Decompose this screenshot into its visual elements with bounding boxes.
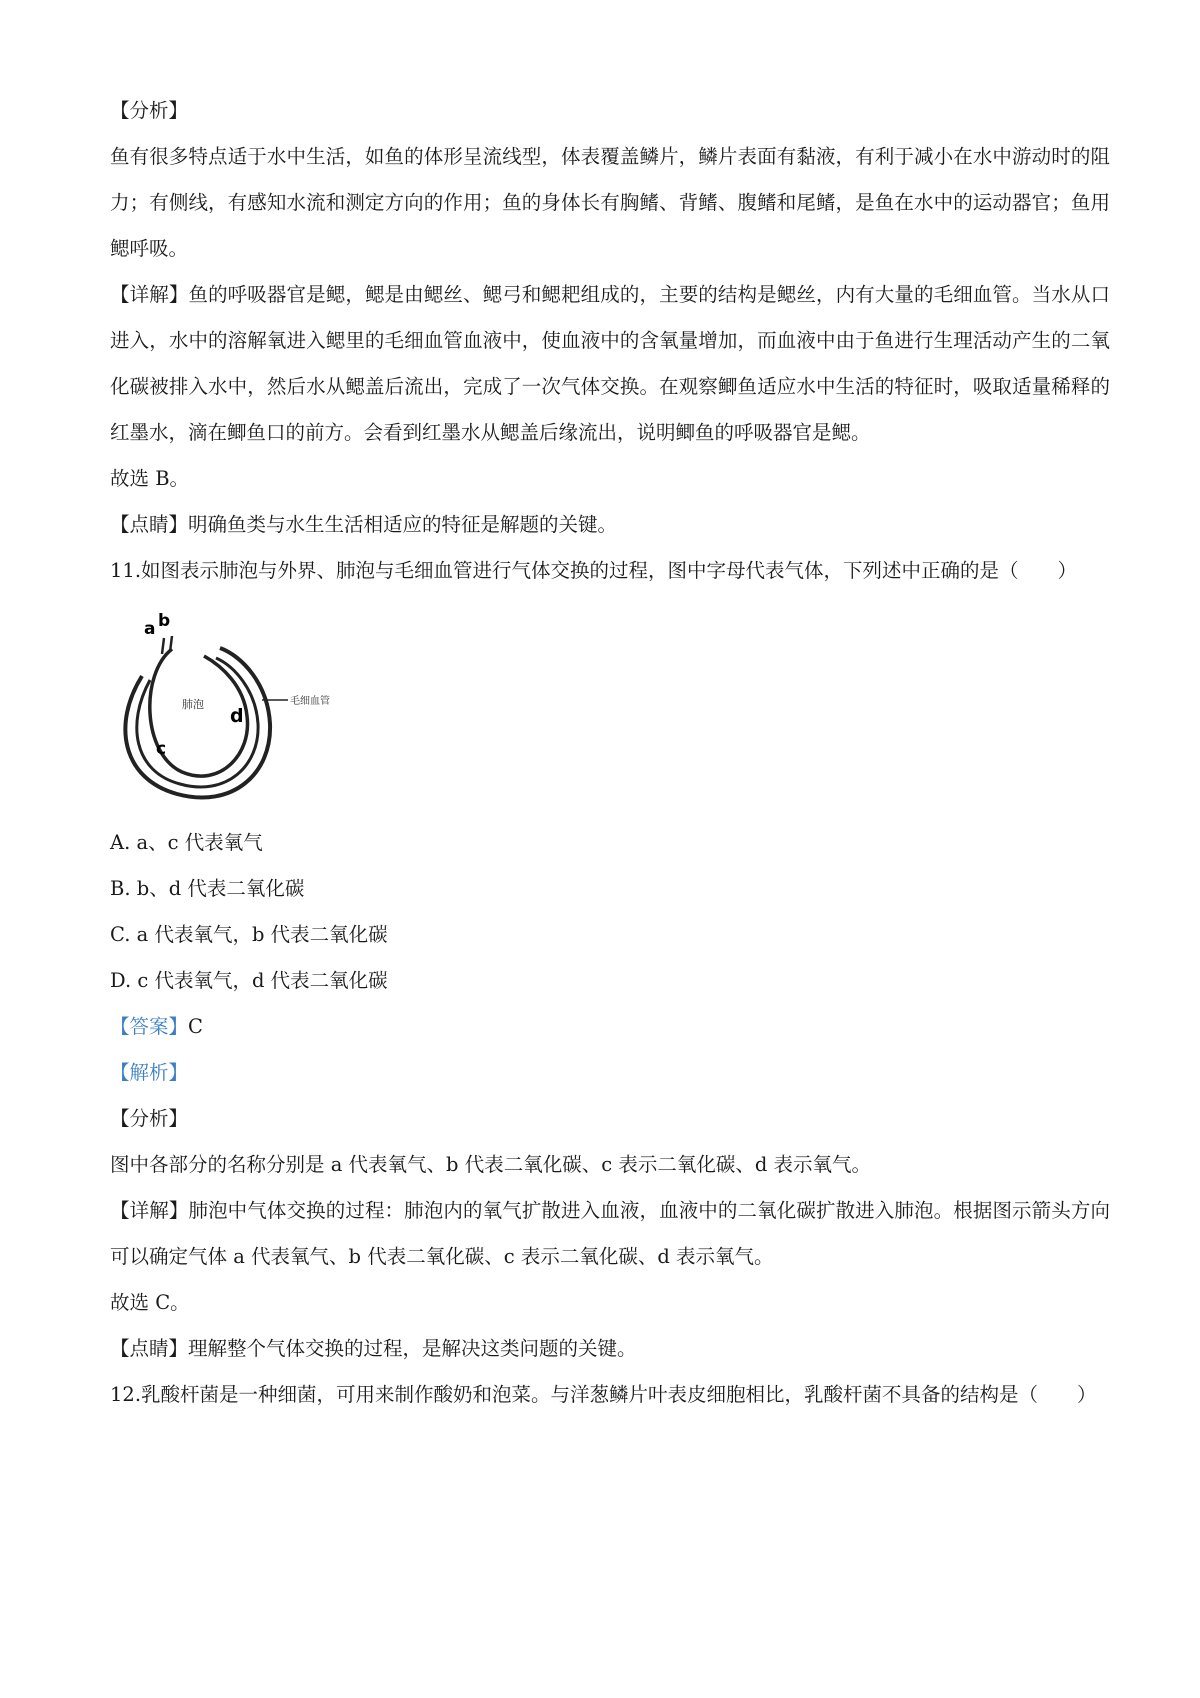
alveolus-diagram: [112, 604, 342, 814]
q11-detail-paragraph: [110, 1188, 1110, 1280]
note-text: 明确鱼类与水生生活相适应的特征是解题的关键。: [188, 513, 618, 536]
label-b: b: [158, 611, 171, 631]
explanation-tag: 【解析】: [110, 1061, 189, 1084]
analysis-heading: 【分析】: [110, 99, 189, 122]
label-alveolus: 肺泡: [182, 698, 204, 711]
question-12-stem: 12.乳酸杆菌是一种细菌，可用来制作酸奶和泡菜。与洋葱鳞片叶表皮细胞相比，乳酸杆菌不具备的结构是（ ）: [110, 1383, 1097, 1406]
analysis-paragraph: 鱼有很多特点适于水中生活，如鱼的体形呈流线型，体表覆盖鳞片，鳞片表面有黏液，有利于减小在水中游动时的阻力；有侧线，有感知水流和测定方向的作用；鱼的身体长有胸鳍、背鳍、腹鳍和尾鳍，是鱼在水中的运动器官；鱼用鳃呼吸。: [110, 145, 1110, 260]
choice-line: 故选 B。: [110, 467, 190, 490]
note-tag: 【点睛】: [110, 513, 189, 536]
answer-tag: 【答案】: [110, 1015, 189, 1038]
label-a: a: [144, 619, 156, 639]
answer-line: [110, 1004, 1110, 1050]
q11-detail-tag: 【详解】: [110, 1199, 189, 1222]
option-d: D. c 代表氧气，d 代表二氧化碳: [110, 969, 388, 992]
q11-analysis-paragraph: 图中各部分的名称分别是 a 代表氧气、b 代表二氧化碳、c 表示二氧化碳、d 表示氧气。: [110, 1153, 872, 1176]
q11-analysis-heading: 【分析】: [110, 1107, 189, 1130]
note-paragraph: [110, 502, 1110, 548]
detail-text: 鱼的呼吸器官是鳃，鳃是由鳃丝、鳃弓和鳃耙组成的，主要的结构是鳃丝，内有大量的毛细血管。当水从口进入，水中的溶解氧进入鳃里的毛细血管血液中，使血液中的含氧量增加，而血液中由于鱼进行生理活动产生的二氧化碳被排入水中，然后水从鳃盖后流出，完成了一次气体交换。在观察鲫鱼适应水中生活的特征时，吸取适量稀释的红墨水，滴在鲫鱼口的前方。会看到红墨水从鳃盖后缘流出，说明鲫鱼的呼吸器官是鳃。: [110, 283, 1110, 444]
detail-paragraph: [110, 272, 1110, 456]
q11-note-paragraph: [110, 1326, 1110, 1372]
detail-tag: 【详解】: [110, 283, 189, 306]
q11-detail-text: 肺泡中气体交换的过程：肺泡内的氧气扩散进入血液，血液中的二氧化碳扩散进入肺泡。根据图示箭头方向可以确定气体 a 代表氧气、b 代表二氧化碳、c 表示二氧化碳、d 表示氧气。: [110, 1199, 1110, 1268]
question-11-stem: 11.如图表示肺泡与外界、肺泡与毛细血管进行气体交换的过程，图中字母代表气体，下列述中正确的是（ ）: [110, 559, 1078, 582]
answer-value: C: [188, 1015, 203, 1038]
label-c: c: [156, 739, 167, 759]
q11-choice-line: 故选 C。: [110, 1291, 190, 1314]
option-c: C. a 代表氧气，b 代表二氧化碳: [110, 923, 388, 946]
label-d: d: [230, 705, 244, 727]
q11-note-text: 理解整个气体交换的过程，是解决这类问题的关键。: [188, 1337, 637, 1360]
option-a: A. a、c 代表氧气: [110, 831, 263, 854]
document-page: [110, 88, 1110, 1418]
alveolus-diagram-svg: [112, 604, 342, 814]
q11-note-tag: 【点睛】: [110, 1337, 189, 1360]
option-b: B. b、d 代表二氧化碳: [110, 877, 305, 900]
label-capillary: 毛细血管: [290, 696, 330, 707]
arrow-a: [162, 638, 164, 654]
